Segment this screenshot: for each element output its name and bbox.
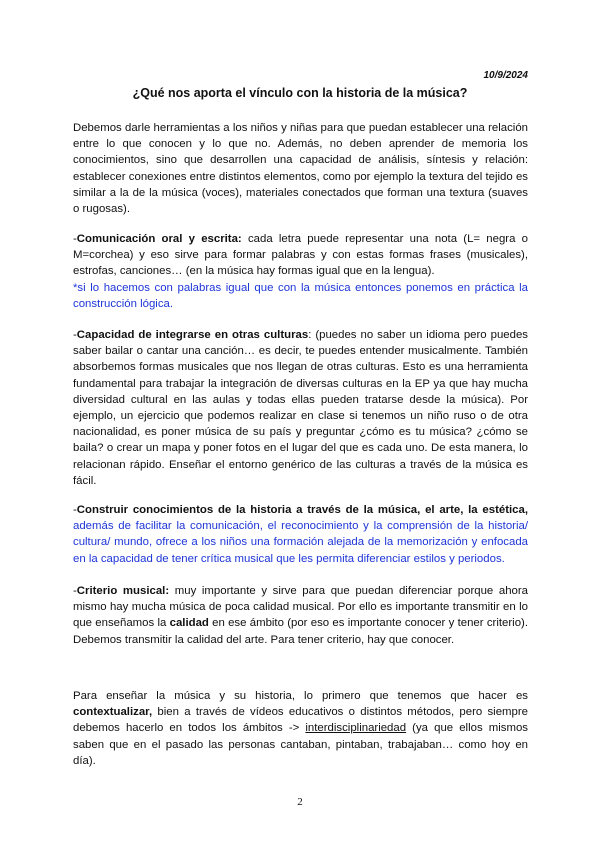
section-text: : (puedes no saber un idioma pero puedes saber bailar o cantar una canción… es decir, te puedes entender musicalmente. También absorbemos formas musicales que nos llegan de otras culturas. Esto es una herramienta fundamental para trabajar la integración de diversas culturas en la EP ya que hay mucha diversidad cultural en las aulas y todas ellas pueden tratarse desde la música). Por ejemplo, un ejercicio que podemos realizar en clase si tenemos un niño ruso o de otra nacionalidad, es poner música de su país y preguntar ¿cómo es tu música? ¿cómo se baila? o crear un mapa y poner fotos en el lugar del que es cada uno. De esta manera, lo relacionan rápido. Enseñar el entorno genérico de las culturas a través de la música es fácil. xyxy=(73,329,528,487)
section-dash: - xyxy=(73,504,77,516)
closing-bold-word: contextualizar, xyxy=(73,706,153,719)
section-construir xyxy=(73,502,528,567)
section-note: *si lo hacemos con palabras igual que con la música entonces ponemos en práctica la construcción lógica. xyxy=(73,281,528,310)
section-text: muy importante y sirve para que puedan diferenciar porque ahora mismo hay mucha música de poca calidad musical. Por ello es importante transmitir en lo que enseñamos la xyxy=(73,585,528,630)
section-dash: - xyxy=(73,233,77,245)
document-date: 10/9/2024 xyxy=(483,70,528,81)
closing-underlined-word: interdisciplinariedad xyxy=(305,722,407,735)
closing-text: bien a través de vídeos educativos o distintos métodos, pero siempre debemos hacerlo en todos los ámbitos -> xyxy=(73,706,528,735)
section-dash: - xyxy=(73,585,77,597)
section-heading: Capacidad de integrarse en otras culturas xyxy=(76,329,309,341)
closing-text: Para enseñar la música y su historia, lo primero que tenemos que hacer es xyxy=(73,690,528,702)
section-dash: - xyxy=(73,329,77,341)
intro-paragraph: Debemos darle herramientas a los niños y niñas para que puedan establecer una relación entre lo que conocen y lo que no. Además, no deben aprender de memoria los conocimientos, sino que desarrollen una capacidad de análisis, síntesis y relación: establecer conexiones entre distintos elementos, como por ejemplo la textura del tejido es similar a la de la música (voces), materiales conectados que forman una textura (suaves o rugosas). xyxy=(73,122,528,216)
section-text: además de facilitar la comunicación, el reconocimiento y la comprensión de la historia/ cultura/ mundo, ofrece a los niños una formación alejada de la memorización y enfocada en la capacidad de tener crítica musical que les permita diferenciar estilos y periodos. xyxy=(73,520,528,565)
section-heading: Comunicación oral y escrita: xyxy=(76,233,242,245)
section-comunicacion xyxy=(73,231,528,312)
section-bold-word: calidad xyxy=(169,617,209,630)
section-heading: Construir conocimientos de la historia a través de la música, el arte, la estética, xyxy=(76,504,528,516)
page-title: ¿Qué nos aporta el vínculo con la historia de la música? xyxy=(132,86,468,100)
section-culturas xyxy=(73,327,528,489)
closing-text: (ya que ellos mismos saben que en el pasado las personas cantaban, pintaban, trabajaban… como hoy en día). xyxy=(73,722,528,767)
section-heading: Criterio musical: xyxy=(76,585,170,597)
page-number: 2 xyxy=(297,796,303,808)
closing-paragraph xyxy=(73,688,528,769)
section-text: cada letra puede representar una nota (L= negra o M=corchea) y eso sirve para formar palabras y con estas formas frases (musicales), estrofas, canciones… (en la música hay formas igual que en la lengua). xyxy=(73,233,528,278)
section-text: en ese ámbito (por eso es importante conocer y tener criterio). Debemos transmitir la calidad del arte. Para tener criterio, hay que conocer. xyxy=(73,617,528,646)
section-criterio xyxy=(73,583,528,648)
